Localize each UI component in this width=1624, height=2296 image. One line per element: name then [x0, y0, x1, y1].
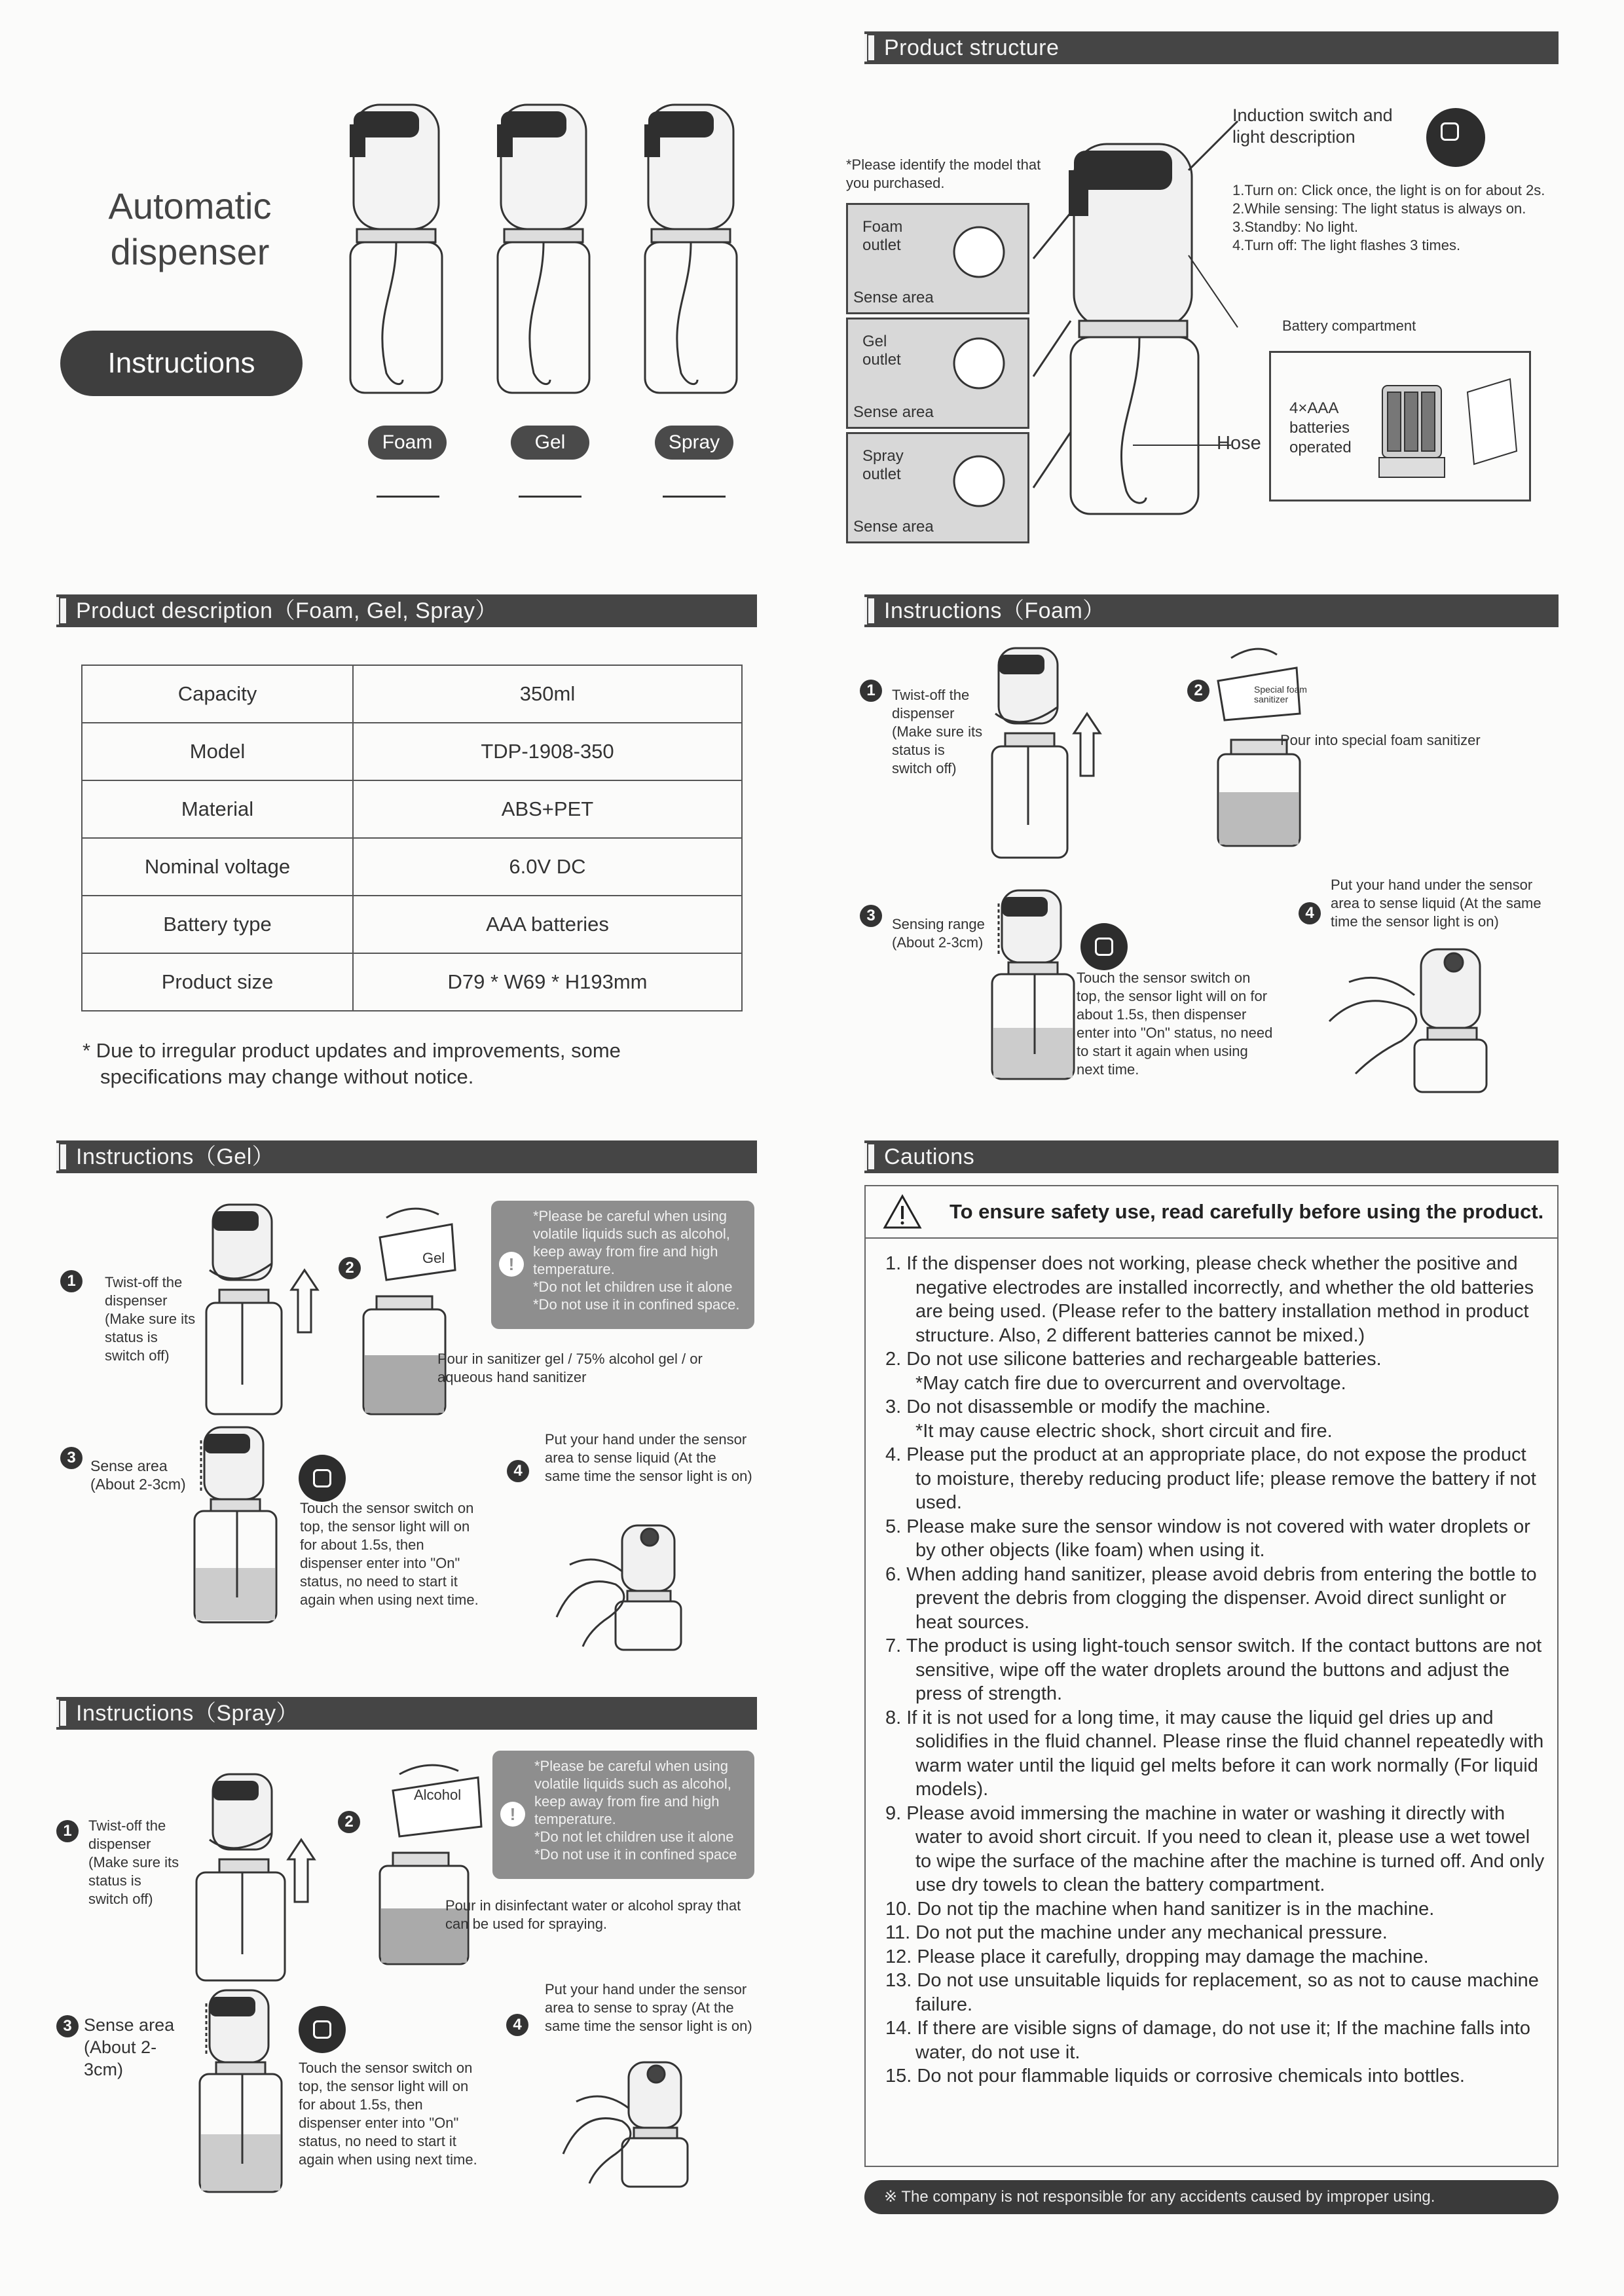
- caution-number: 4.: [885, 1444, 902, 1465]
- induction-step-1: 1.Turn on: Click once, the light is on for about 2s.: [1232, 182, 1545, 198]
- spec-value: ABS+PET: [353, 780, 742, 838]
- foam-step-2-text: Pour into special foam sanitizer: [1280, 732, 1481, 748]
- caution-text: The product is using light-touch sensor switch. If the contact buttons are not sensitive, wipe off the water droplets around the buttons and adjust the press of strength.: [906, 1635, 1542, 1704]
- spray-step-3-range: Sense area (About 2-3cm): [84, 2015, 175, 2079]
- disclaimer-text: ※ The company is not responsible for any accidents caused by improper using.: [884, 2188, 1435, 2206]
- cover-title-line2: dispenser: [110, 231, 270, 272]
- dispenser-illustrations: [341, 98, 747, 406]
- spray-warning-1: *Please be careful when using volatile liquids such as alcohol, keep away from fire and high temperature.: [534, 1758, 731, 1827]
- spray-step-2-number: 2: [338, 1811, 360, 1833]
- spec-note: [83, 1038, 770, 1090]
- cautions-title: To ensure safety use, read carefully before using the product.: [950, 1200, 1544, 1223]
- gel-step-1-drawing: [193, 1198, 324, 1421]
- caution-text: Do not tip the machine when hand sanitizer is in the machine.: [917, 1898, 1435, 1920]
- foam-header-label: Instructions（Foam）: [884, 598, 1105, 623]
- caution-text: If there are visible signs of damage, do not use it; If the machine falls into water, do not use it.: [915, 2018, 1530, 2063]
- caution-text: Do not pour flammable liquids or corrosive chemicals into bottles.: [917, 2066, 1465, 2086]
- caution-text: Please make sure the sensor window is not covered with water droplets or by other objects (like foam) when using it.: [906, 1516, 1530, 1561]
- induction-step-4: 4.Turn off: The light flashes 3 times.: [1232, 237, 1461, 253]
- battery-compartment-label: Battery compartment: [1282, 318, 1416, 334]
- identify-model-note: *Please identify the model that you purchased.: [846, 156, 1041, 191]
- foam-step-3-text: Touch the sensor switch on top, the sensor light will on for about 1.5s, then dispenser enter into "On" status, no need to start it again when using next time.: [1077, 970, 1273, 1078]
- gel-step-2-drawing: [347, 1198, 458, 1421]
- spray-step-4-number: 4: [506, 2014, 528, 2036]
- gel-warning-3: *Do not use it in confined space.: [533, 1296, 740, 1313]
- spec-key: Model: [82, 723, 353, 780]
- gel-warning-1: *Please be careful when using volatile liquids such as alcohol, keep away from fire and high temperature.: [533, 1208, 730, 1277]
- table-row: [82, 953, 742, 1011]
- spray-warning-2: *Do not let children use it alone: [534, 1829, 734, 1845]
- spray-step-4-drawing: [550, 2056, 720, 2187]
- caution-number: 2.: [885, 1349, 902, 1370]
- spray-step-3-number: 3: [56, 2015, 79, 2037]
- induction-switch-title: Induction switch and light description: [1232, 105, 1393, 147]
- foam-step-4-number: 4: [1299, 902, 1321, 924]
- caution-number: 7.: [885, 1635, 902, 1656]
- section-header-structure: [864, 31, 1559, 64]
- cautions-header-label: Cautions: [884, 1144, 975, 1169]
- warning-icon: !: [499, 1252, 524, 1277]
- induction-step-3: 3.Standby: No light.: [1232, 219, 1359, 235]
- spec-table: [81, 665, 743, 1011]
- spec-key: Product size: [82, 953, 353, 1011]
- gel-bottle-label: Gel: [422, 1250, 445, 1266]
- battery-text: 4×AAA batteries operated: [1289, 399, 1352, 456]
- section-header-gel: [56, 1140, 757, 1173]
- list-item: [885, 1395, 1547, 1443]
- list-item: [885, 1921, 1547, 1945]
- spec-key: Capacity: [82, 665, 353, 723]
- caution-text: Do not put the machine under any mechanical pressure.: [915, 1922, 1388, 1943]
- caution-number: 13.: [885, 1970, 912, 1991]
- list-item: [885, 1634, 1547, 1706]
- table-row: [82, 723, 742, 780]
- caution-number: 9.: [885, 1802, 902, 1824]
- power-button-icon: [1426, 108, 1485, 167]
- model-box-foam-sense: Sense area: [853, 289, 934, 306]
- foam-sensor-switch-icon: [1080, 923, 1128, 970]
- caution-text: Please put the product at an appropriate place, do not expose the product to moisture, thereby reducing product life; please remove the battery if not used.: [906, 1444, 1536, 1513]
- foam-step-1-text: Twist-off the dispenser (Make sure its status is switch off): [892, 687, 983, 776]
- spec-value: TDP-1908-350: [353, 723, 742, 780]
- foam-step-4-drawing: [1323, 943, 1493, 1093]
- spray-warning-box: [492, 1751, 754, 1879]
- list-item: [885, 1897, 1547, 1922]
- induction-steps: [1232, 181, 1573, 255]
- list-item: [885, 1515, 1547, 1563]
- spray-step-1-drawing: [187, 1768, 318, 1990]
- cover-title: [92, 183, 288, 275]
- foam-step-1-number: 1: [860, 680, 882, 702]
- list-item: [885, 1802, 1547, 1897]
- caution-number: 10.: [885, 1898, 912, 1920]
- gel-header-label: Instructions（Gel）: [76, 1144, 275, 1169]
- warning-triangle-icon: [883, 1194, 922, 1230]
- caution-subnote: *May catch fire due to overcurrent and overvoltage.: [915, 1372, 1346, 1394]
- section-header-foam: [864, 594, 1559, 627]
- list-item: [885, 1969, 1547, 2016]
- caution-subnote: *It may cause electric shock, short circuit and fire.: [915, 1420, 1333, 1442]
- spray-step-4-text: Put your hand under the sensor area to sense to spray (At the same time the sensor light is on): [545, 1981, 752, 2034]
- caution-number: 1.: [885, 1253, 902, 1274]
- model-box-spray-sense: Sense area: [853, 518, 934, 536]
- warning-icon: !: [500, 1802, 525, 1827]
- caution-text: Do not disassemble or modify the machine.: [906, 1396, 1271, 1417]
- structure-header-label: Product structure: [884, 35, 1060, 60]
- gel-step-4-drawing: [544, 1519, 714, 1650]
- cautions-box: [864, 1185, 1559, 2167]
- caution-text: Please avoid immersing the machine in water or washing it directly with water to avoid short circuit. If you need to clean it, please use a wet towel to wipe the surface of the machine after the machine is turned off. And only use dry towels to clean the battery compartment.: [906, 1802, 1545, 1895]
- gel-step-1-text: Twist-off the dispenser (Make sure its status is switch off): [105, 1274, 196, 1364]
- caution-number: 5.: [885, 1516, 902, 1537]
- caution-number: 8.: [885, 1707, 902, 1728]
- spec-value: 350ml: [353, 665, 742, 723]
- gel-step-3-range: Sense area (About 2-3cm): [90, 1457, 186, 1493]
- spray-step-1-number: 1: [56, 1820, 79, 1842]
- model-box-spray-outlet: Spray outlet: [862, 447, 904, 483]
- spray-header-label: Instructions（Spray）: [76, 1701, 299, 1726]
- gel-step-3-number: 3: [60, 1447, 83, 1469]
- gel-step-2-number: 2: [339, 1257, 361, 1279]
- dispenser-spray-drawing: [644, 105, 737, 393]
- model-box-gel-outlet: Gel outlet: [862, 333, 901, 369]
- spec-key: Battery type: [82, 896, 353, 953]
- spray-step-2-text: Pour in disinfectant water or alcohol spray that can be used for spraying.: [445, 1897, 741, 1932]
- table-row: [82, 838, 742, 896]
- model-box-gel-sense: Sense area: [853, 403, 934, 421]
- battery-pack-icon: [1382, 379, 1520, 490]
- section-header-cautions: [864, 1140, 1559, 1173]
- model-underline-gel: [519, 496, 581, 498]
- description-header-label: Product description（Foam, Gel, Spray）: [76, 598, 498, 623]
- foam-bottle-label: Special foam sanitizer: [1254, 684, 1307, 704]
- spec-value: D79 * W69 * H193mm: [353, 953, 742, 1011]
- spray-bottle-label: Alcohol: [414, 1787, 462, 1803]
- cautions-title-row: [866, 1186, 1557, 1239]
- caution-number: 11.: [885, 1922, 911, 1943]
- dispenser-gel-drawing: [497, 105, 589, 393]
- gel-step-1-number: 1: [60, 1270, 83, 1292]
- disclaimer-bar: [864, 2180, 1559, 2214]
- spec-value: AAA batteries: [353, 896, 742, 953]
- table-row: [82, 665, 742, 723]
- instructions-badge: [60, 331, 303, 396]
- spec-note-line1: * Due to irregular product updates and improvements, some: [83, 1039, 621, 1062]
- model-box-foam-outlet: Foam outlet: [862, 218, 903, 254]
- list-item: [885, 1252, 1547, 1347]
- caution-text: When adding hand sanitizer, please avoid debris from entering the bottle to prevent the debris from clogging the dispenser. Avoid direct sunlight or heat sources.: [906, 1563, 1537, 1633]
- gel-warning-2: *Do not let children use it alone: [533, 1279, 733, 1295]
- hose-label: Hose: [1217, 433, 1261, 454]
- foam-step-3-range: Sensing range (About 2-3cm): [892, 916, 985, 951]
- foam-step-4-text: Put your hand under the sensor area to sense liquid (At the same time the sensor light is on): [1331, 877, 1541, 930]
- spray-sensor-switch-icon: [299, 2006, 346, 2053]
- model-underline-spray: [663, 496, 726, 498]
- gel-step-3-text: Touch the sensor switch on top, the sensor light will on for about 1.5s, then dispenser enter into "On" status, no need to start it again when using next time.: [300, 1500, 479, 1608]
- cover-title-line1: Automatic: [108, 185, 272, 227]
- list-item: [885, 1443, 1547, 1515]
- list-item: [885, 1347, 1547, 1395]
- gel-step-2-text: Pour in sanitizer gel / 75% alcohol gel / or aqueous hand sanitizer: [437, 1351, 703, 1385]
- model-underline-foam: [377, 496, 439, 498]
- foam-step-1-drawing: [982, 642, 1107, 864]
- section-header-spray: [56, 1697, 757, 1730]
- cautions-list: [885, 1252, 1547, 2088]
- section-header-description: [56, 594, 757, 627]
- spec-note-line2: specifications may change without notice.: [100, 1065, 474, 1088]
- induction-step-2: 2.While sensing: The light status is always on.: [1232, 200, 1526, 217]
- battery-compartment-box: [1269, 351, 1531, 501]
- list-item: [885, 2016, 1547, 2064]
- gel-warning-box: [491, 1201, 754, 1329]
- spray-step-3-drawing: [190, 1990, 301, 2200]
- model-pill-gel: Gel: [511, 426, 589, 460]
- gel-step-4-number: 4: [507, 1460, 529, 1482]
- caution-number: 14.: [885, 2018, 912, 2039]
- list-item: [885, 1563, 1547, 1635]
- gel-step-3-drawing: [185, 1427, 296, 1630]
- foam-step-2-number: 2: [1187, 680, 1209, 702]
- spec-value: 6.0V DC: [353, 838, 742, 896]
- caution-number: 6.: [885, 1563, 902, 1585]
- gel-step-4-text: Put your hand under the sensor area to sense liquid (At the same time the sensor light is on): [545, 1431, 752, 1484]
- spec-key: Material: [82, 780, 353, 838]
- table-row: [82, 780, 742, 838]
- list-item: [885, 2064, 1547, 2088]
- caution-text: If the dispenser does not working, please check whether the positive and negative electrodes are installed incorrectly, and whether the old batteries are being used. (Please refer to the battery installation method in product structure. Also, 2 different batteries cannot be mixed.): [906, 1253, 1534, 1346]
- foam-step-3-number: 3: [860, 905, 882, 927]
- spray-step-1-text: Twist-off the dispenser (Make sure its status is switch off): [88, 1817, 179, 1907]
- spec-key: Nominal voltage: [82, 838, 353, 896]
- caution-text: Do not use unsuitable liquids for replacement, so as not to cause machine failure.: [915, 1970, 1539, 2015]
- spray-step-3-text: Touch the sensor switch on top, the sensor light will on for about 1.5s, then dispenser enter into "On" status, no need to start it again when using next time.: [299, 2060, 477, 2168]
- caution-text: If it is not used for a long time, it may cause the liquid gel dries up and solidifies in the fluid channel. Please rinse the fluid channel repeatedly with warm water until the liquid gel melts before it can work normally (For liquid models).: [906, 1707, 1544, 1800]
- list-item: [885, 1706, 1547, 1802]
- caution-number: 3.: [885, 1396, 902, 1417]
- caution-number: 15.: [885, 2066, 912, 2086]
- caution-number: 12.: [885, 1946, 912, 1967]
- caution-text: Please place it carefully, dropping may damage the machine.: [917, 1946, 1429, 1967]
- spray-warning-3: *Do not use it in confined space: [534, 1846, 737, 1863]
- dispenser-foam-drawing: [350, 105, 442, 393]
- gel-sensor-switch-icon: [299, 1455, 346, 1502]
- caution-text: Do not use silicone batteries and rechargeable batteries.: [906, 1349, 1382, 1370]
- instructions-badge-label: Instructions: [107, 347, 255, 379]
- model-pill-foam: Foam: [368, 426, 447, 460]
- model-pill-spray: Spray: [655, 426, 733, 460]
- table-row: [82, 896, 742, 953]
- list-item: [885, 1945, 1547, 1969]
